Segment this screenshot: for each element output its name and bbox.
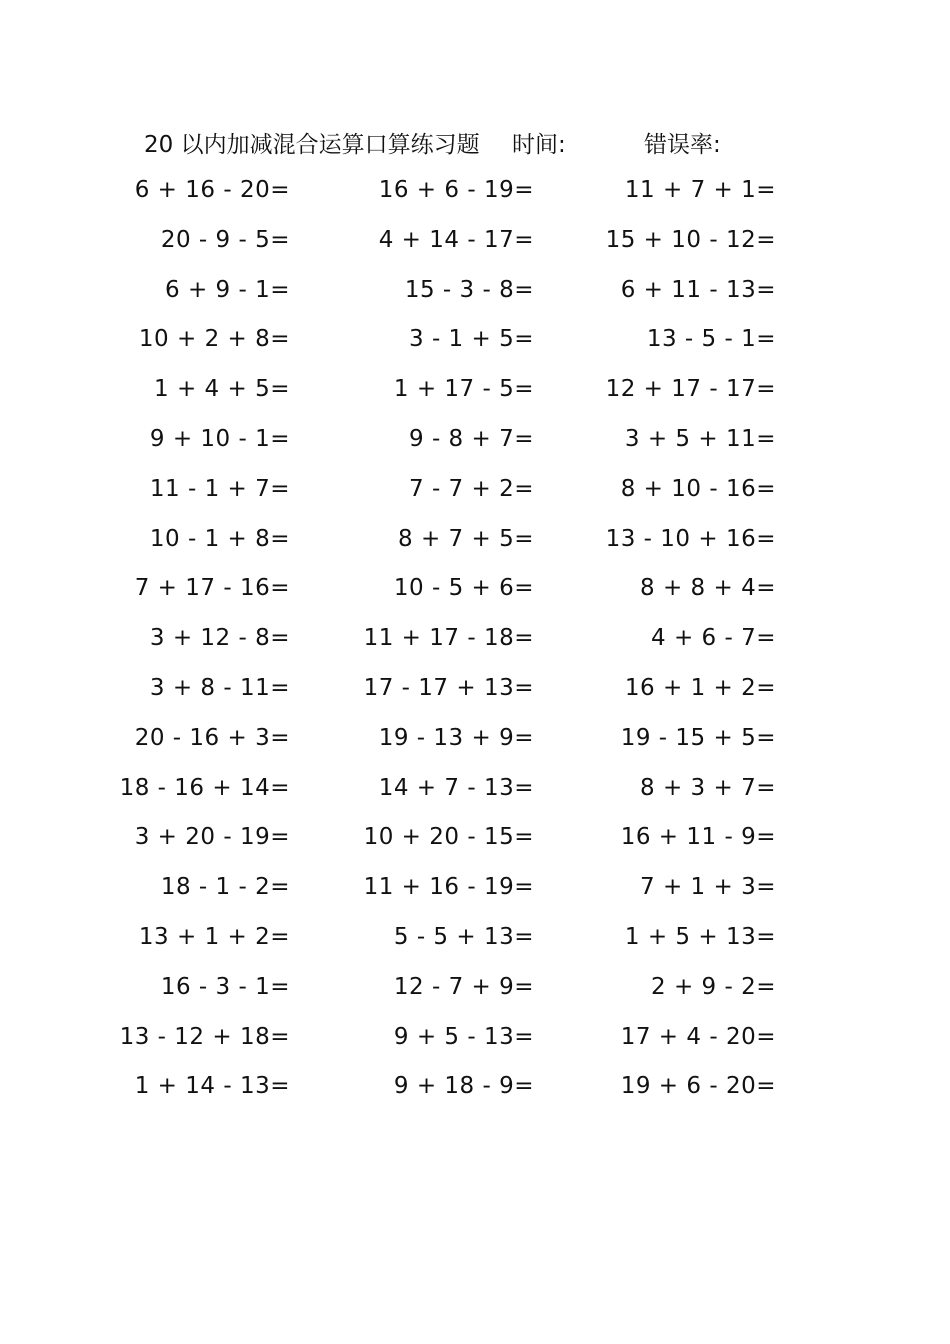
arithmetic-problem: 19 - 13 + 9= [378,724,534,751]
problem-row [0,568,950,618]
problem-row [0,220,950,270]
problem-row [0,270,950,320]
problem-row [0,469,950,519]
arithmetic-problem: 17 - 17 + 13= [363,674,534,701]
problem-row [0,618,950,668]
arithmetic-problem: 8 + 3 + 7= [640,774,776,801]
problem-grid [0,170,950,1116]
arithmetic-problem: 11 + 17 - 18= [363,625,534,652]
problem-row [0,419,950,469]
arithmetic-problem: 12 - 7 + 9= [393,973,534,1000]
arithmetic-problem: 3 - 1 + 5= [409,326,534,353]
problem-row [0,967,950,1017]
worksheet-header [0,126,950,160]
arithmetic-problem: 7 + 1 + 3= [640,874,776,901]
arithmetic-problem: 15 - 3 - 8= [404,276,534,303]
arithmetic-problem: 4 + 6 - 7= [651,625,776,652]
arithmetic-problem: 13 - 5 - 1= [646,326,776,353]
problem-row [0,1017,950,1067]
arithmetic-problem: 1 + 17 - 5= [393,376,534,403]
problem-row [0,668,950,718]
arithmetic-problem: 1 + 14 - 13= [134,1073,290,1100]
arithmetic-problem: 9 + 10 - 1= [149,425,290,452]
time-label: 时间: [512,132,566,158]
arithmetic-problem: 16 + 6 - 19= [378,177,534,203]
arithmetic-problem: 8 + 10 - 16= [620,475,776,502]
arithmetic-problem: 12 + 17 - 17= [605,376,776,403]
arithmetic-problem: 1 + 5 + 13= [624,923,776,950]
arithmetic-problem: 3 + 12 - 8= [149,625,290,652]
arithmetic-problem: 14 + 7 - 13= [378,774,534,801]
arithmetic-problem: 6 + 9 - 1= [165,276,290,303]
problem-row [0,768,950,818]
arithmetic-problem: 20 - 16 + 3= [134,724,290,751]
arithmetic-problem: 19 + 6 - 20= [620,1073,776,1100]
arithmetic-problem: 9 + 18 - 9= [393,1073,534,1100]
problem-row [0,867,950,917]
arithmetic-problem: 15 + 10 - 12= [605,226,776,253]
arithmetic-problem: 10 + 2 + 8= [138,326,290,353]
arithmetic-problem: 2 + 9 - 2= [651,973,776,1000]
problem-row [0,319,950,369]
arithmetic-problem: 9 - 8 + 7= [409,425,534,452]
problem-row [0,917,950,967]
arithmetic-problem: 17 + 4 - 20= [620,1023,776,1050]
arithmetic-problem: 7 + 17 - 16= [134,575,290,602]
arithmetic-problem: 3 + 5 + 11= [624,425,776,452]
problem-row [0,718,950,768]
arithmetic-problem: 13 - 12 + 18= [119,1023,290,1050]
arithmetic-problem: 7 - 7 + 2= [409,475,534,502]
arithmetic-problem: 16 - 3 - 1= [160,973,290,1000]
worksheet-title: 20 以内加减混合运算口算练习题 [144,132,480,158]
arithmetic-problem: 16 + 11 - 9= [620,824,776,851]
arithmetic-problem: 18 - 16 + 14= [119,774,290,801]
problem-row [0,170,950,220]
arithmetic-problem: 10 + 20 - 15= [363,824,534,851]
arithmetic-problem: 18 - 1 - 2= [160,874,290,901]
arithmetic-problem: 16 + 1 + 2= [624,674,776,701]
arithmetic-problem: 4 + 14 - 17= [378,226,534,253]
arithmetic-problem: 10 - 1 + 8= [149,525,290,552]
problem-row [0,1066,950,1116]
arithmetic-problem: 13 - 10 + 16= [605,525,776,552]
arithmetic-problem: 11 + 7 + 1= [624,177,776,203]
arithmetic-problem: 13 + 1 + 2= [138,923,290,950]
arithmetic-problem: 11 - 1 + 7= [149,475,290,502]
arithmetic-problem: 5 - 5 + 13= [393,923,534,950]
arithmetic-problem: 11 + 16 - 19= [363,874,534,901]
arithmetic-problem: 3 + 8 - 11= [149,674,290,701]
arithmetic-problem: 8 + 7 + 5= [398,525,534,552]
arithmetic-problem: 3 + 20 - 19= [134,824,290,851]
arithmetic-problem: 20 - 9 - 5= [160,226,290,253]
arithmetic-problem: 6 + 11 - 13= [620,276,776,303]
problem-row [0,817,950,867]
error-rate-label: 错误率: [644,132,721,158]
arithmetic-problem: 9 + 5 - 13= [393,1023,534,1050]
problem-row [0,369,950,419]
arithmetic-problem: 8 + 8 + 4= [640,575,776,602]
arithmetic-problem: 6 + 16 - 20= [134,177,290,203]
arithmetic-problem: 1 + 4 + 5= [154,376,290,403]
arithmetic-problem: 10 - 5 + 6= [393,575,534,602]
arithmetic-problem: 19 - 15 + 5= [620,724,776,751]
problem-row [0,519,950,569]
